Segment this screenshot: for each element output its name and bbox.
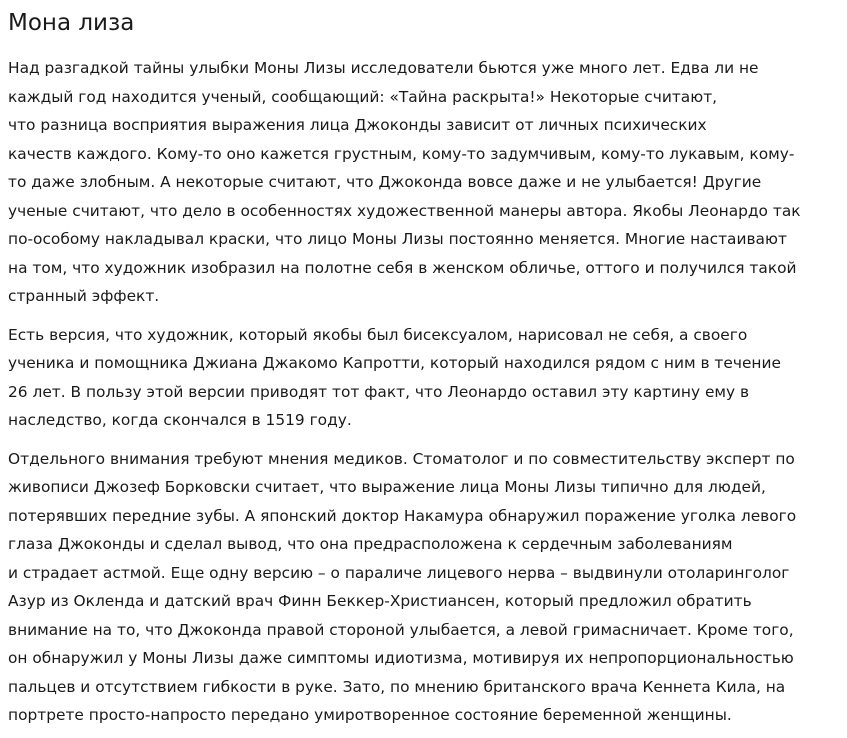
text-line: Над разгадкой тайны улыбки Моны Лизы исследователи бьются уже много лет. Едва ли не [8,59,759,77]
text-line: Азур из Окленда и датский врач Финн Беккер-Христиансен, который предложил обратить [8,592,752,610]
paragraph-3 [8,445,839,730]
article-title: Мона лиза [8,10,135,36]
text-line: Отдельного внимания требуют мнения медиков. Стоматолог и по совместительству эксперт по [8,449,795,468]
text-line: каждый год находится ученый, сообщающий: «Тайна раскрыта!» Некоторые считают, [8,87,718,106]
text-line: живописи Джозеф Борковски считает, что выражение лица Моны Лизы типично для людей, [8,478,766,496]
text-line: портрете просто-напросто передано умиротворенное состояние беременной женщины. [8,706,732,724]
text-line: наследство, когда скончался в 1519 году. [8,411,352,429]
text-line: Есть версия, что художник, который якобы был бисексуалом, нарисовал не себя, а своего [8,325,748,344]
text-line: качеств каждого. Кому-то оно кажется грустным, кому-то задумчивым, кому-то лукавым, кому- [8,144,795,163]
paragraph-2 [8,321,839,435]
paragraph-1 [8,54,839,311]
text-line: ученые считают, что дело в особенностях художественной манеры автора. Якобы Леонардо так [8,201,801,220]
text-line: по-особому накладывал краски, что лицо Моны Лизы постоянно меняется. Многие настаивают [8,230,787,248]
text-line: пальцев и отсутствием гибкости в руке. Зато, по мнению британского врача Кеннета Кила, на [8,677,786,696]
text-line: глаза Джоконды и сделал вывод, что она предрасположена к сердечным заболеваниям [8,535,733,553]
text-line: 26 лет. В пользу этой версии приводят тот факт, что Леонардо оставил эту картину ему в [8,382,750,401]
text-line: потерявших передние зубы. А японский доктор Накамура обнаружил поражение уголка левого [8,506,797,525]
text-line: внимание на то, что Джоконда правой стороной улыбается, а левой гримасничает. Кроме того, [8,620,794,639]
text-line: он обнаружил у Моны Лизы даже симптомы идиотизма, мотивируя их непропорциональностью [8,649,794,667]
text-line: то даже злобным. А некоторые считают, что Джоконда вовсе даже и не улыбается! Другие [8,173,762,191]
text-line: что разница восприятия выражения лица Джоконды зависит от личных психических [8,116,707,134]
text-line: и страдает астмой. Еще одну версию – о параличе лицевого нерва – выдвинули отоларинголог [8,563,790,582]
text-line: на том, что художник изобразил на полотне себя в женском обличье, оттого и получился такой [8,258,797,277]
text-line: странный эффект. [8,287,160,305]
text-line: ученика и помощника Джиана Джакомо Капротти, который находился рядом с ним в течение [8,354,781,372]
